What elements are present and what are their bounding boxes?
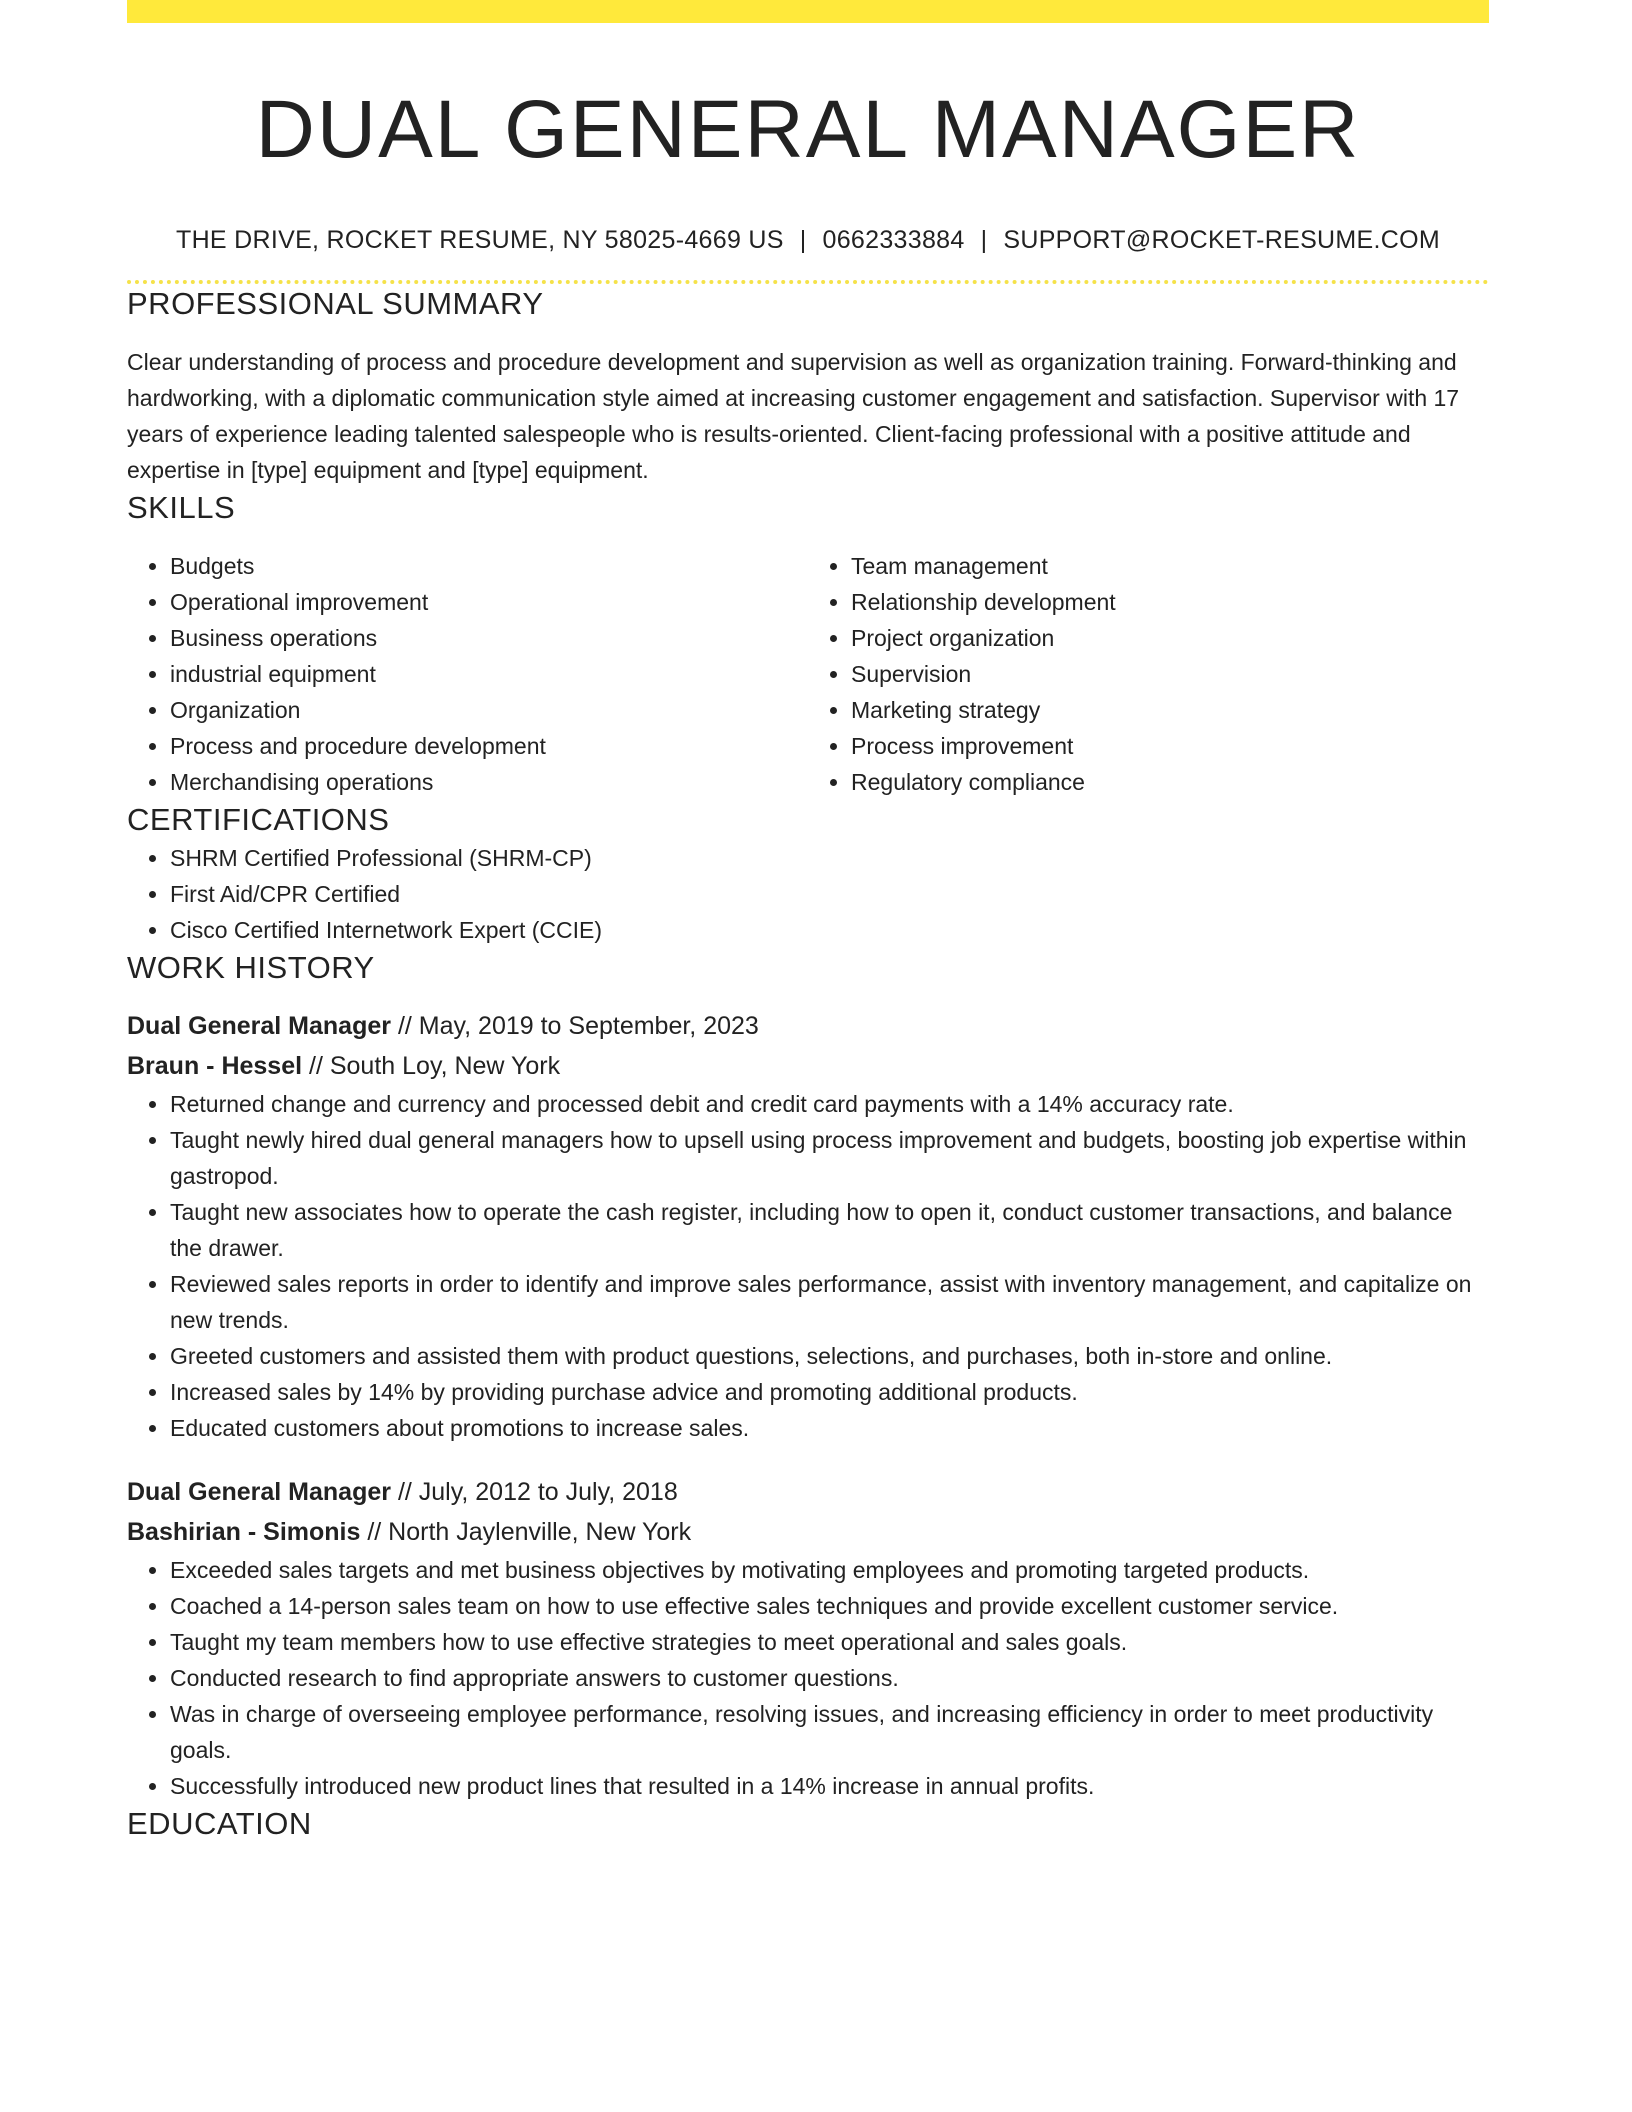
- section-title-summary: PROFESSIONAL SUMMARY: [127, 286, 544, 321]
- skill-item: • Relationship development: [851, 584, 1489, 620]
- certification-item: • First Aid/CPR Certified: [170, 876, 1489, 912]
- job-title-line: [127, 1006, 1489, 1046]
- skill-item: • Operational improvement: [170, 584, 808, 620]
- job-bullet-list: [127, 1086, 1489, 1446]
- skills-list-left: [127, 548, 808, 800]
- job-bullet: • Exceeded sales targets and met business objectives by motivating employees and promoting targeted products.: [170, 1552, 1489, 1588]
- contact-phone: 0662333884: [822, 226, 965, 254]
- resume-content: [127, 0, 1489, 1844]
- job-bullet: • Taught newly hired dual general managers how to upsell using process improvement and budgets, boosting job expertise within gastropod.: [170, 1122, 1489, 1194]
- skills-list-right: [808, 548, 1489, 800]
- skill-item: • Merchandising operations: [170, 764, 808, 800]
- job-bullet: • Was in charge of overseeing employee performance, resolving issues, and increasing efficiency in order to meet productivity goals.: [170, 1696, 1489, 1768]
- job-role: Dual General Manager: [127, 1012, 391, 1040]
- certification-item: • SHRM Certified Professional (SHRM-CP): [170, 840, 1489, 876]
- section-title-certifications: CERTIFICATIONS: [127, 802, 390, 837]
- job-company: Braun - Hessel: [127, 1052, 303, 1080]
- contact-separator: |: [799, 226, 807, 254]
- contact-address: THE DRIVE, ROCKET RESUME, NY 58025-4669 US: [176, 226, 784, 254]
- job-entry: [127, 1472, 1489, 1804]
- summary-text: Clear understanding of process and procedure development and supervision as well as organization training. Forward-thinking and hardworking, with a diplomatic communication style aimed at increasing customer engagement and satisfaction. Supervisor with 17 years of experience leading talented salespeople who is results-oriented. Client-facing professional with a positive attitude and expertise in [type] equipment and [type] equipment.: [127, 349, 1460, 483]
- skill-item: • Marketing strategy: [851, 692, 1489, 728]
- contact-separator: |: [980, 226, 988, 254]
- job-bullet: • Reviewed sales reports in order to identify and improve sales performance, assist with inventory management, and capitalize on new trends.: [170, 1266, 1489, 1338]
- job-bullet: • Greeted customers and assisted them with product questions, selections, and purchases, both in-store and online.: [170, 1338, 1489, 1374]
- contact-email: SUPPORT@ROCKET-RESUME.COM: [1003, 226, 1440, 254]
- certification-item: • Cisco Certified Internetwork Expert (CCIE): [170, 912, 1489, 948]
- skill-item: • Business operations: [170, 620, 808, 656]
- job-bullet: • Coached a 14-person sales team on how to use effective sales techniques and provide excellent customer service.: [170, 1588, 1489, 1624]
- skill-item: • Process and procedure development: [170, 728, 808, 764]
- job-bullet-list: [127, 1552, 1489, 1804]
- section-title-work-history: WORK HISTORY: [127, 950, 375, 985]
- job-location: // South Loy, New York: [309, 1052, 561, 1080]
- job-dates: // July, 2012 to July, 2018: [397, 1478, 678, 1506]
- job-dates: // May, 2019 to September, 2023: [397, 1012, 759, 1040]
- job-title-line: [127, 1472, 1489, 1512]
- job-role: Dual General Manager: [127, 1478, 391, 1506]
- skill-item: • Project organization: [851, 620, 1489, 656]
- job-bullet: • Successfully introduced new product lines that resulted in a 14% increase in annual profits.: [170, 1768, 1489, 1804]
- skill-item: • Regulatory compliance: [851, 764, 1489, 800]
- section-title-education: EDUCATION: [127, 1806, 312, 1841]
- certifications-list: [127, 840, 1489, 948]
- skills-columns: [127, 548, 1489, 800]
- job-bullet: • Educated customers about promotions to increase sales.: [170, 1410, 1489, 1446]
- job-bullet: • Returned change and currency and processed debit and credit card payments with a 14% accuracy rate.: [170, 1086, 1489, 1122]
- job-bullet: • Taught my team members how to use effective strategies to meet operational and sales goals.: [170, 1624, 1489, 1660]
- job-bullet: • Conducted research to find appropriate answers to customer questions.: [170, 1660, 1489, 1696]
- skill-item: • industrial equipment: [170, 656, 808, 692]
- job-bullet: • Increased sales by 14% by providing purchase advice and promoting additional products.: [170, 1374, 1489, 1410]
- job-location: // North Jaylenville, New York: [367, 1518, 692, 1546]
- skill-item: • Process improvement: [851, 728, 1489, 764]
- contact-line: [127, 224, 1489, 256]
- job-company-line: [127, 1512, 1489, 1552]
- job-company: Bashirian - Simonis: [127, 1518, 361, 1546]
- skill-item: • Organization: [170, 692, 808, 728]
- job-company-line: [127, 1046, 1489, 1086]
- skill-item: • Budgets: [170, 548, 808, 584]
- skill-item: • Supervision: [851, 656, 1489, 692]
- job-entry: [127, 1006, 1489, 1446]
- job-bullet: • Taught new associates how to operate the cash register, including how to open it, conduct customer transactions, and balance the drawer.: [170, 1194, 1489, 1266]
- section-title-skills: SKILLS: [127, 490, 236, 525]
- resume-name: DUAL GENERAL MANAGER: [255, 84, 1361, 175]
- skill-item: • Team management: [851, 548, 1489, 584]
